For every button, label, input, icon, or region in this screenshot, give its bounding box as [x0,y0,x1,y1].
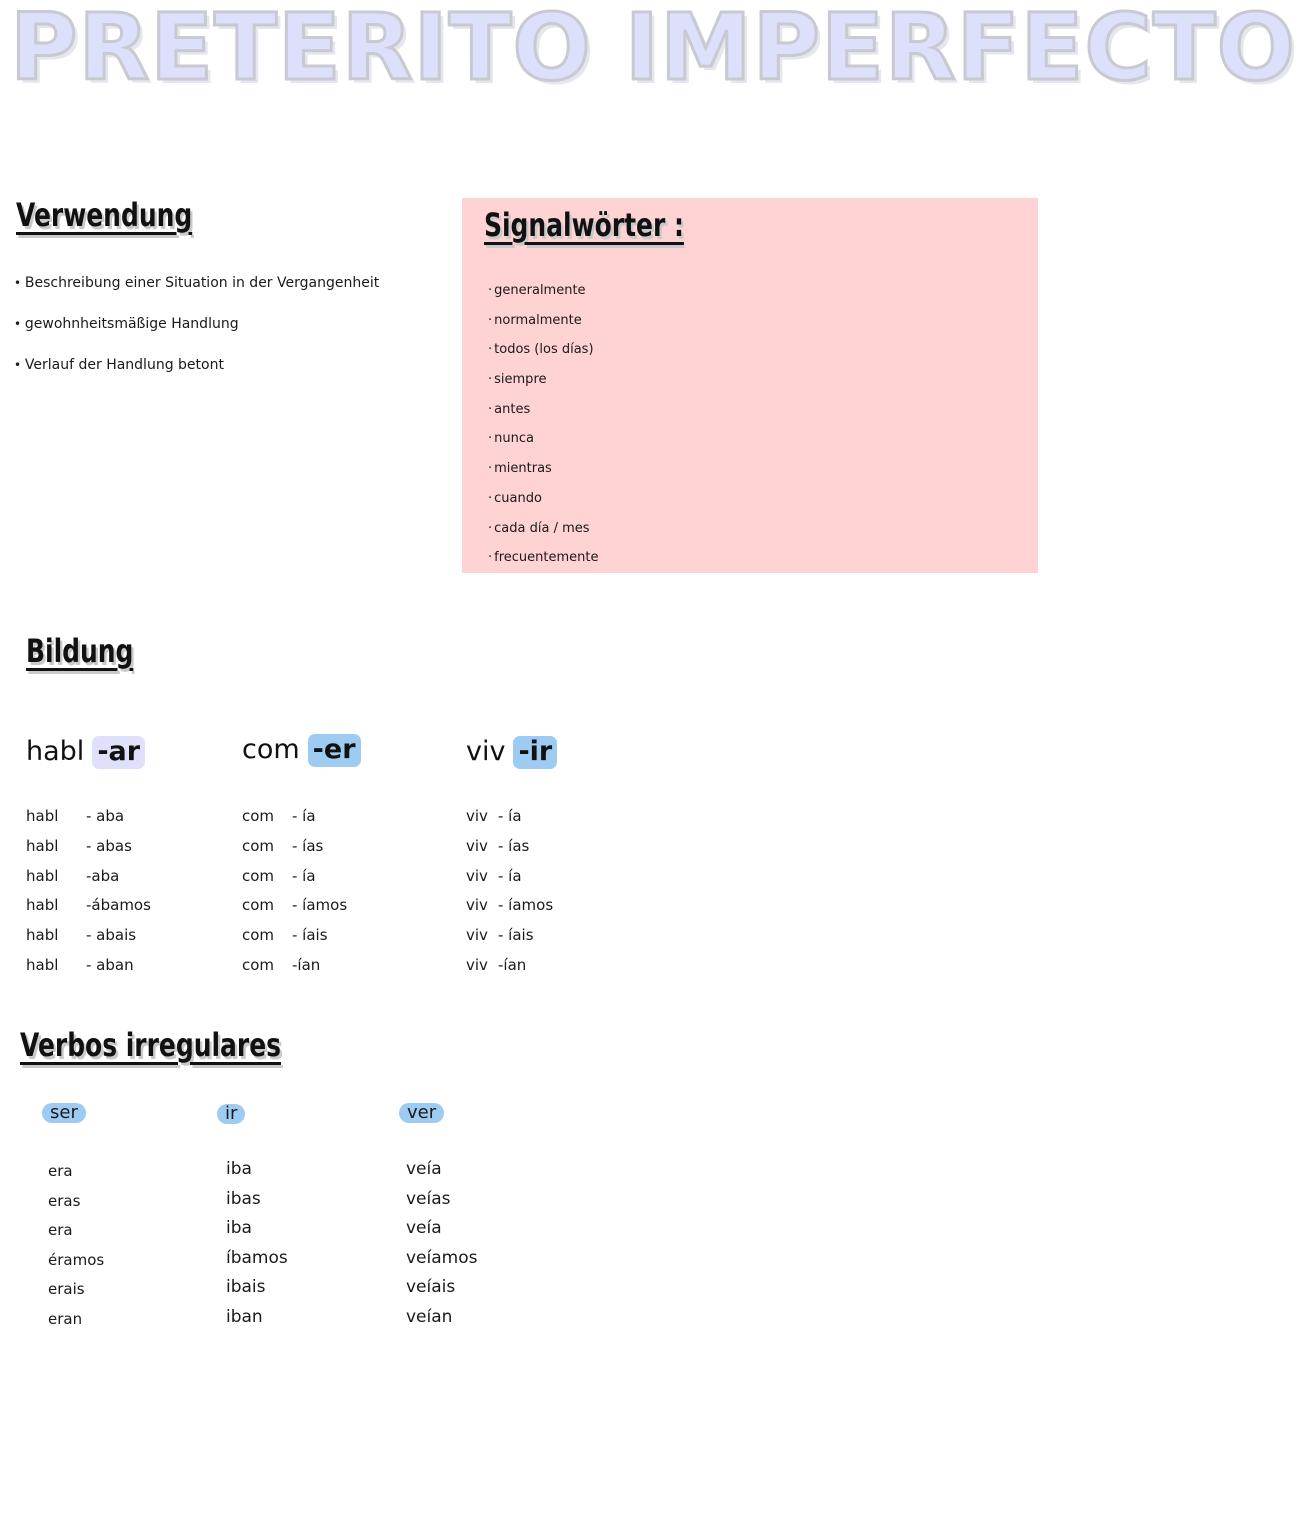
stem: habl [26,836,59,855]
verwendung-heading: Verwendung [16,196,193,234]
verb-pill-ser: ser [42,1103,86,1123]
ending: - ía [292,807,316,825]
stem: com [242,926,275,945]
stem: viv [466,955,488,974]
ending: - íais [292,926,328,945]
list-item: • Beschreibung einer Situation in der Vergangenheit [14,272,434,313]
list-item: · todos (los días) [488,339,599,369]
stem: habl [26,866,59,885]
ending: - ías [292,836,324,855]
ending: - íamos [498,896,554,915]
stem-label: habl [26,736,85,767]
list-item: veíais [406,1277,456,1298]
list-item: eran [48,1309,83,1328]
list-item: · cuando [488,488,599,518]
signal-heading: Signalwörter : [484,206,684,244]
stem: viv [466,836,488,855]
conjugation-header-ar [26,736,145,767]
forms-list-ser [48,1160,104,1338]
list-item: erais [48,1280,85,1299]
ending-pill-ar: -ar [92,736,145,769]
stem: com [242,866,275,885]
ending: - ías [498,836,530,855]
list-item: iban [226,1306,263,1327]
list-item: era [48,1221,73,1240]
list-item: era [48,1162,73,1180]
ending-pill-er: -er [308,734,361,767]
table-row [242,894,347,924]
table-row [26,865,151,895]
stem: com [242,807,275,825]
ending: - abais [86,926,137,945]
stem: com [242,836,275,855]
list-item: · frecuentemente [488,547,599,577]
ending: -aba [86,866,120,885]
forms-list-ir [226,1158,288,1336]
list-item: veía [406,1159,442,1179]
ending-pill-ir: -ir [513,736,557,769]
ending: - ía [498,807,522,825]
table-row [242,865,347,895]
list-item: éramos [48,1250,105,1269]
stem-label: viv [466,736,506,767]
list-item: · nunca [488,428,599,458]
stem: habl [26,955,59,974]
table-row [242,805,347,835]
stem: viv [466,896,488,915]
table-row [466,805,553,835]
list-item: veía [406,1218,442,1239]
list-item: veías [406,1188,451,1209]
table-row [466,835,553,865]
list-item: • Verlauf der Handlung betont [14,354,434,395]
list-item: veíamos [406,1247,478,1268]
signal-list [488,280,599,577]
stem: com [242,896,275,915]
conjugation-list-er [242,805,347,984]
verwendung-list [14,272,434,395]
table-row [466,924,553,954]
table-row [26,805,151,835]
list-item: iba [226,1159,252,1179]
ending: -ían [292,955,321,974]
stem: habl [26,926,59,945]
table-row [242,924,347,954]
stem: habl [26,807,59,825]
list-item: · siempre [488,369,599,399]
table-row [242,835,347,865]
ending: - ía [292,866,316,885]
table-row [242,954,347,984]
forms-list-ver [406,1158,477,1336]
list-item: íbamos [226,1247,288,1268]
list-item: · cada día / mes [488,518,599,548]
table-row [26,894,151,924]
ending: -ían [498,955,527,974]
conjugation-header-ir [466,736,557,767]
list-item: veían [406,1306,453,1327]
ending: - íais [498,926,534,945]
table-row [466,894,553,924]
conjugation-header-er [242,734,361,765]
ending: - abas [86,836,132,855]
list-item: ibas [226,1188,261,1209]
conjugation-list-ir [466,805,553,984]
verb-pill-ver: ver [399,1103,444,1123]
table-row [26,924,151,954]
bildung-heading: Bildung [26,632,134,670]
list-item: ibais [226,1277,266,1298]
stem: viv [466,926,488,945]
verb-pill-ir: ir [217,1104,245,1124]
ending: - íamos [292,896,348,915]
list-item: • gewohnheitsmäßige Handlung [14,313,434,354]
irregulares-heading: Verbos irregulares [20,1026,281,1064]
table-row [466,865,553,895]
table-row [466,954,553,984]
stem: viv [466,807,488,825]
stem: habl [26,896,59,915]
stem: com [242,955,275,974]
ending: - aba [86,807,125,825]
stem-label: com [242,734,300,765]
ending: -ábamos [86,896,151,915]
page-title: PRETERITO IMPERFECTO [10,0,1296,101]
list-item: · antes [488,399,599,429]
list-item: eras [48,1191,81,1210]
table-row [26,835,151,865]
stem: viv [466,866,488,885]
list-item: · normalmente [488,310,599,340]
list-item: iba [226,1218,252,1239]
list-item: · generalmente [488,280,599,310]
ending: - ía [498,866,522,885]
list-item: · mientras [488,458,599,488]
ending: - aban [86,955,134,974]
table-row [26,954,151,984]
conjugation-list-ar [26,805,151,984]
